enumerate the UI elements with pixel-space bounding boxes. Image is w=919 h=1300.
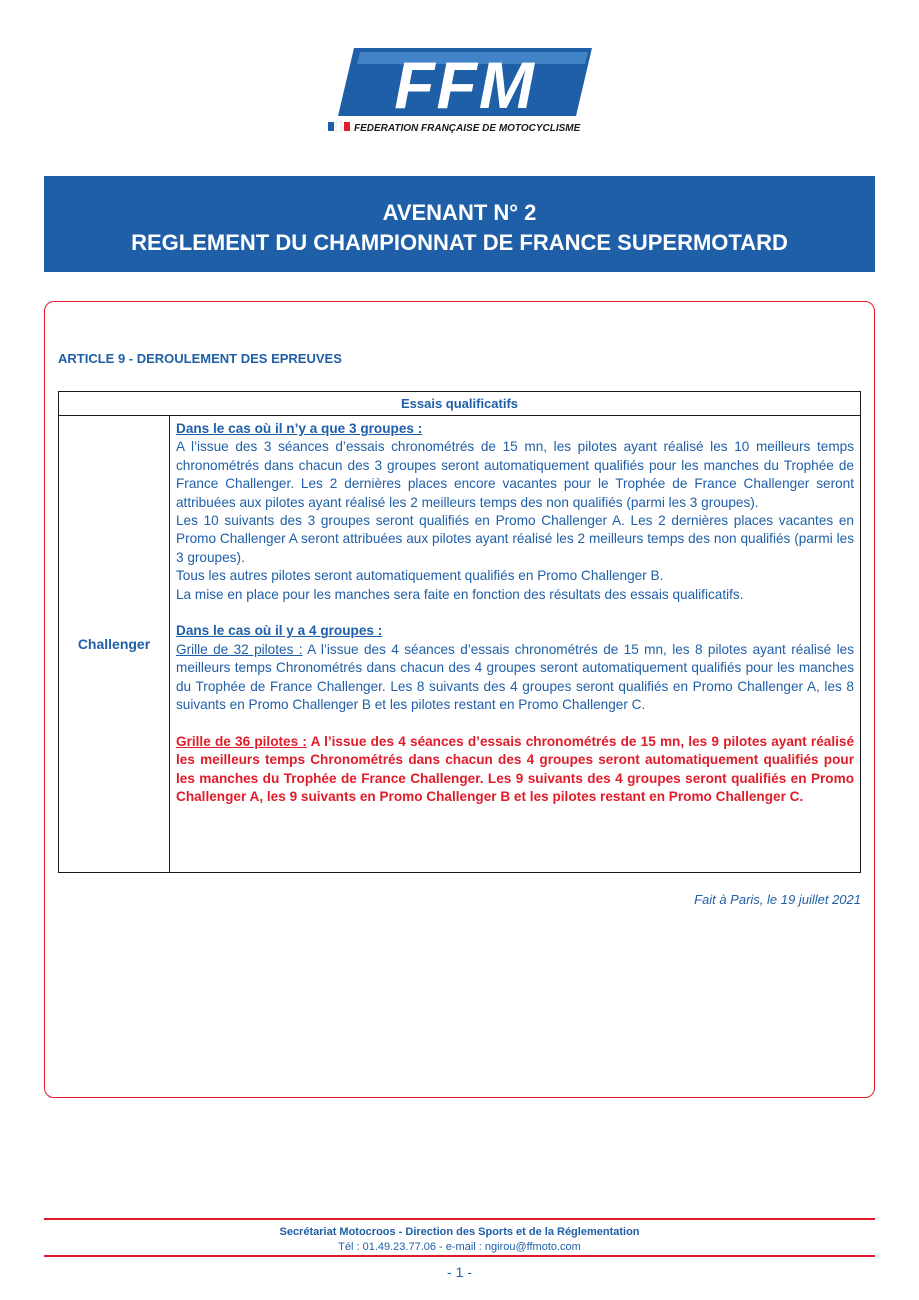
rules-cell [170, 416, 861, 873]
footer-divider-bottom [44, 1255, 875, 1257]
case-3-groups-paragraph-3: Tous les autres pilotes seront automatiquement qualifiés en Promo Challenger B. [176, 568, 664, 584]
ffm-logo [326, 44, 594, 136]
case-3-groups-paragraph-2: Les 10 suivants des 3 groupes seront qualifiés en Promo Challenger A. Les 2 dernières places vacantes en Promo Challenger A seront attribuées aux pilotes ayant réalisé les 2 meilleurs temps des non qualifiés (parmi les 3 groupes). [176, 513, 854, 565]
grid-32-paragraph [176, 641, 854, 715]
grid-36-paragraph [176, 733, 854, 807]
grid-32-label: Grille de 32 pilotes : [176, 641, 303, 657]
document-title-line2: REGLEMENT DU CHAMPIONNAT DE FRANCE SUPERMOTARD [131, 230, 788, 255]
page-number: - 1 - [447, 1264, 472, 1280]
qualification-table [58, 391, 861, 873]
flag-white-stripe [336, 122, 342, 131]
title-banner [44, 176, 875, 272]
signature-date: Fait à Paris, le 19 juillet 2021 [694, 892, 861, 907]
case-3-groups-title: Dans le cas où il n’y a que 3 groupes : [176, 421, 423, 436]
grid-36-text: A l’issue des 4 séances d’essais chronométrés de 15 mn, les 9 pilotes ayant réalisé les meilleurs temps Chronométrés dans chacun des 4 groupes seront automatiquement qualifiés pour les manches du Trophée de France Challenger. Les 9 suivants des 4 groupes seront qualifiés en Promo Challenger A, les 9 suivants en Promo Challenger B et les pilotes restant en Promo Challenger C. [176, 733, 854, 805]
logo-letters: FFM [394, 48, 536, 122]
footer-title: Secrétariat Motocroos - Direction des Sports et de la Réglementation [279, 1226, 640, 1238]
footer-divider-top [44, 1218, 875, 1220]
flag-blue-stripe [328, 122, 334, 131]
row-label-challenger: Challenger [59, 416, 170, 873]
case-3-groups-paragraph-1: A l’issue des 3 séances d’essais chronométrés de 15 mn, les pilotes ayant réalisé les 10 meilleurs temps chronométrés dans chacun des 3 groupes seront automatiquement qualifiés pour les manches du Trophée de France Challenger. Les 2 dernières places encore vacantes pour le Trophée de France Challenger seront attribuées aux pilotes ayant réalisé les 2 meilleurs temps des non qualifiés (parmi les 3 groupes). [176, 439, 854, 510]
logo-caption: FEDERATION FRANÇAISE DE MOTOCYCLISME [354, 123, 581, 134]
table-header-row [59, 392, 861, 416]
article-heading: ARTICLE 9 - DEROULEMENT DES EPREUVES [58, 351, 342, 366]
grid-36-label: Grille de 36 pilotes : [176, 733, 307, 749]
footer-contact: Tél : 01.49.23.77.06 - e-mail : ngirou@ffmoto.com [338, 1241, 581, 1253]
case-3-groups-paragraph-4: La mise en place pour les manches sera faite en fonction des résultats des essais qualificatifs. [176, 586, 744, 602]
case-4-groups-title: Dans le cas où il y a 4 groupes : [176, 623, 383, 639]
flag-red-stripe [344, 122, 350, 131]
grid-32-text: A l’issue des 4 séances d’essais chronométrés de 15 mn, les 8 pilotes ayant réalisé les meilleurs temps Chronométrés dans chacun des 4 groupes seront automatiquement qualifiés pour les manches du Trophée de France Challenger. Les 8 suivants des 4 groupes seront qualifiés en Promo Challenger A, les 8 suivants en Promo Challenger B et les pilotes restant en Promo Challenger C. [176, 641, 854, 713]
table-row [59, 416, 861, 873]
table-heading: Essais qualificatifs [59, 392, 861, 416]
document-title-line1: AVENANT N° 2 [382, 200, 537, 225]
